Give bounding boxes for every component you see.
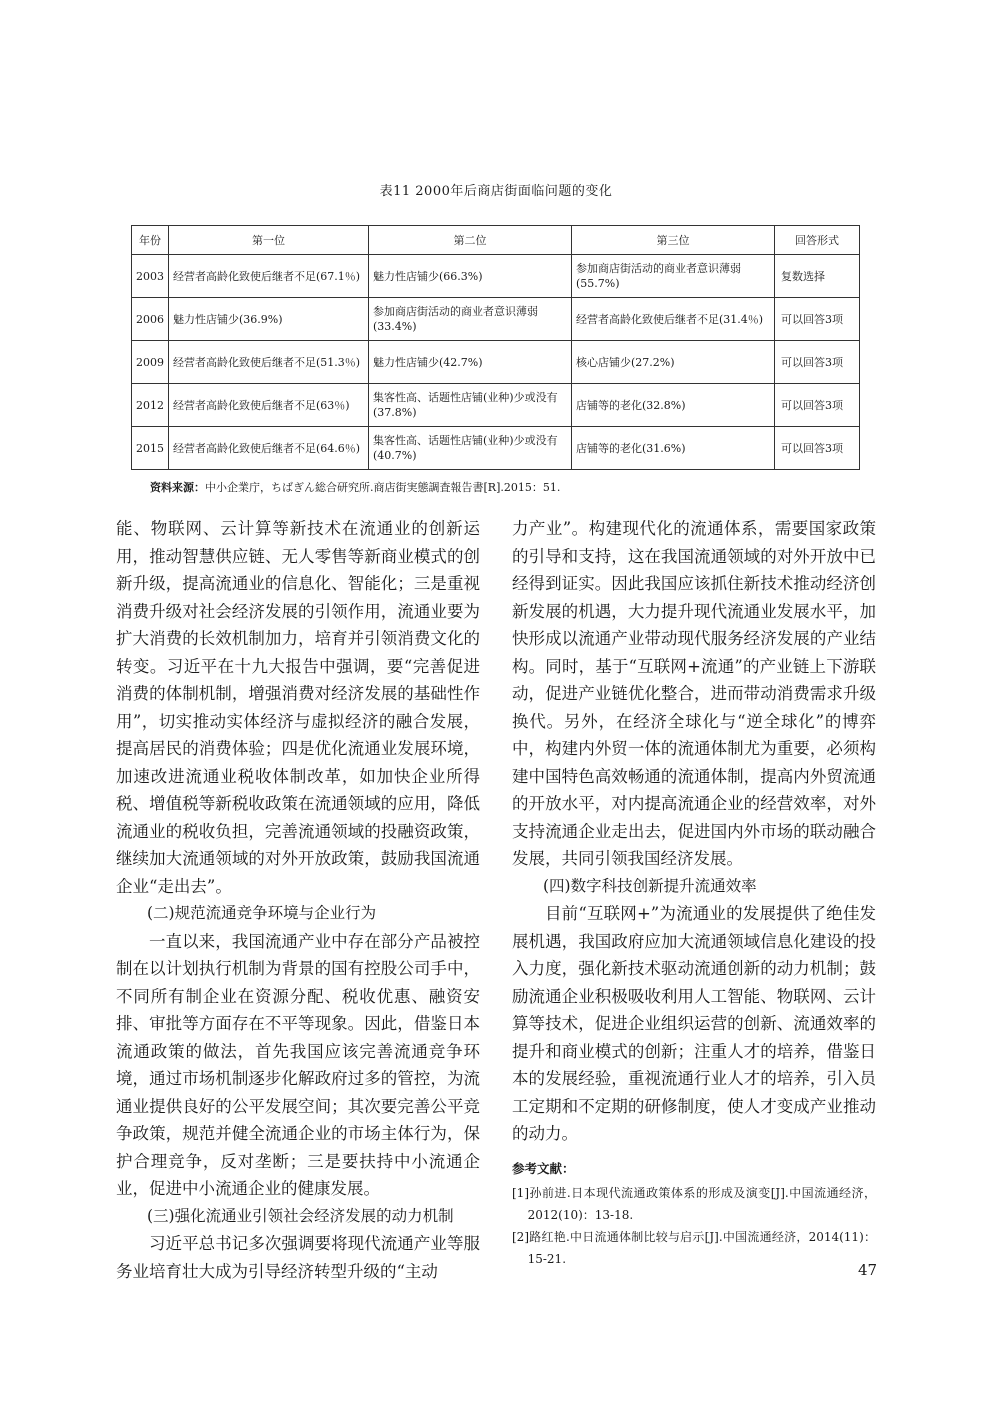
references-title: 参考文献： [512,1160,575,1176]
body-paragraph: 目前“互联网+”为流通业的发展提供了绝佳发展机遇，我国政府应加大流通领域信息化建设的投入力度，强化新技术驱动流通创新的动力机制；鼓励流通企业积极吸收利用人工智能、物联网、云计算等技术，促进企业组织运营的创新、流通效率的提升和商业模式的创新；注重人才的培养，借鉴日本的发展经验，重视流通行业人才的培养，引入员工定期和不定期的研修制度，使人才变成产业推动的动力。 [512,904,876,1143]
cell-third: 经营者高龄化致使后继者不足(31.4％) [572,298,775,341]
cell-first: 经营者高龄化致使后继者不足(63％) [169,384,369,427]
cell-first: 经营者高龄化致使后继者不足(51.3％) [169,341,369,384]
body-paragraph: 能、物联网、云计算等新技术在流通业的创新运用，推动智慧供应链、无人零售等新商业模式的创新升级，提高流通业的信息化、智能化；三是重视消费升级对社会经济发展的引领作用，流通业要为扩大消费的长效机制加力，培育并引领消费文化的转变。习近平在十九大报告中强调，要“完善促进消费的体制机制，增强消费对经济发展的基础性作用”，切实推动实体经济与虚拟经济的融合发展，提高居民的消费体验；四是优化流通业发展环境，加速改进流通业税收体制改革，如加快企业所得税、增值税等新税收政策在流通领域的应用，降低流通业的税收负担，完善流通领域的投融资政策，继续加大流通领域的对外开放政策，鼓励我国流通企业“走出去”。 [116,519,480,896]
table-title: 表11 2000年后商店街面临问题的变化 [379,184,613,199]
cell-first: 经营者高龄化致使后继者不足(64.6％) [169,427,369,470]
cell-third: 店铺等的老化(31.6%) [572,427,775,470]
cell-second: 参加商店街活动的商业者意识薄弱(33.4%) [369,298,572,341]
cell-year: 2006 [132,298,169,341]
body-paragraph: 习近平总书记多次强调要将现代流通产业等服务业培育壮大成为引导经济转型升级的“主动 [116,1234,480,1281]
cell-answer-format: 可以回答3项 [775,384,860,427]
section-heading: (四)数字科技创新提升流通效率 [543,876,757,895]
cell-first: 经营者高龄化致使后继者不足(67.1％) [169,255,369,298]
table-row [132,427,860,470]
cell-year: 2003 [132,255,169,298]
table-row [132,341,860,384]
references [512,1158,876,1270]
section-heading: (二)规范流通竞争环境与企业行为 [147,904,377,922]
section-heading: (三)强化流通业引领社会经济发展的动力机制 [147,1206,454,1225]
cell-year: 2009 [132,341,169,384]
cell-year: 2015 [132,427,169,470]
cell-year: 2012 [132,384,169,427]
cell-third: 参加商店街活动的商业者意识薄弱(55.7%) [572,255,775,298]
cell-second: 魅力性店铺少(42.7%) [369,341,572,384]
data-table [131,225,860,470]
cell-answer-format: 可以回答3项 [775,427,860,470]
cell-answer-format: 可以回答3项 [775,341,860,384]
cell-answer-format: 可以回答3项 [775,298,860,341]
table-source [150,479,560,495]
table-row [132,255,860,298]
table-row [132,298,860,341]
cell-answer-format: 复数选择 [775,255,860,298]
header-first: 第一位 [169,226,369,255]
cell-first: 魅力性店铺少(36.9%) [169,298,369,341]
page-number: 47 [858,1261,878,1279]
cell-third: 核心店铺少(27.2%) [572,341,775,384]
source-label: 资料来源： [150,481,205,494]
right-column [512,515,876,1270]
reference-item: [2]路红艳.中日流通体制比较与启示[J].中国流通经济，2014(11)：15-21. [512,1229,876,1266]
left-column [116,515,480,1285]
cell-second: 集客性高、话题性店铺(业种)少或没有(37.8%) [369,384,572,427]
reference-item: [1]孙前进.日本现代流通政策体系的形成及演变[J].中国流通经济，2012(10)：13-18. [512,1185,876,1222]
header-third: 第三位 [572,226,775,255]
header-second: 第二位 [369,226,572,255]
cell-third: 店铺等的老化(32.8%) [572,384,775,427]
header-year: 年份 [132,226,169,255]
source-text: 中小企業庁，ちばぎん総合研究所.商店街実態調査報告書[R].2015：51. [205,481,561,494]
table-header-row [132,226,860,255]
body-paragraph: 一直以来，我国流通产业中存在部分产品被控制在以计划执行机制为背景的国有控股公司手中，不同所有制企业在资源分配、税收优惠、融资安排、审批等方面存在不平等现象。因此，借鉴日本流通政策的做法，首先我国应该完善流通竞争环境，通过市场机制逐步化解政府过多的管控，为流通业提供良好的公平发展空间；其次要完善公平竞争政策，规范并健全流通企业的市场主体行为，保护合理竞争，反对垄断；三是要扶持中小流通企业，促进中小流通企业的健康发展。 [116,931,480,1198]
table-row [132,384,860,427]
body-paragraph: 力产业”。构建现代化的流通体系，需要国家政策的引导和支持，这在我国流通领域的对外开放中已经得到证实。因此我国应该抓住新技术推动经济创新发展的机遇，大力提升现代流通业发展水平，加快形成以流通产业带动现代服务经济发展的产业结构。同时，基于“互联网+流通”的产业链上下游联动，促进产业链优化整合，进而带动消费需求升级换代。另外，在经济全球化与“逆全球化”的博弈中，构建内外贸一体的流通体制尤为重要，必须构建中国特色高效畅通的流通体制，提高内外贸流通的开放水平，对内提高流通企业的经营效率，对外支持流通企业走出去，促进国内外市场的联动融合发展，共同引领我国经济发展。 [512,519,876,868]
cell-second: 集客性高、话题性店铺(业种)少或没有(40.7%) [369,427,572,470]
cell-second: 魅力性店铺少(66.3%) [369,255,572,298]
header-answer-format: 回答形式 [775,226,860,255]
